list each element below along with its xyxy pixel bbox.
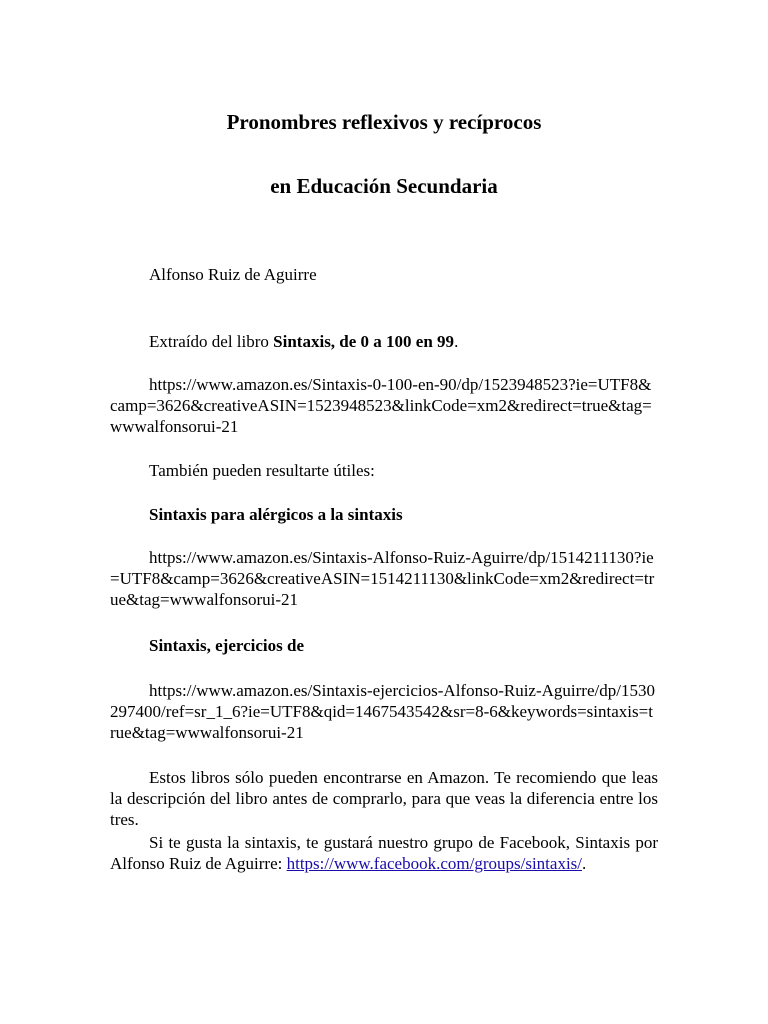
title-line-2: en Educación Secundaria xyxy=(270,174,498,198)
book-title-2-text: Sintaxis para alérgicos a la sintaxis xyxy=(149,505,403,524)
title-line-1: Pronombres reflexivos y recíprocos xyxy=(226,110,542,134)
facebook-group-link[interactable]: https://www.facebook.com/groups/sintaxis/ xyxy=(286,854,583,873)
facebook-paragraph-text: Si te gusta la sintaxis, te gustará nuestro grupo de Facebook, Sintaxis por Alfonso Ruiz de Aguirre: xyxy=(110,833,658,873)
book-title-3 xyxy=(110,635,658,656)
also-useful-text: También pueden resultarte útiles: xyxy=(149,461,375,480)
extract-suffix: . xyxy=(454,332,459,351)
availability-paragraph: Estos libros sólo pueden encontrarse en Amazon. Te recomiendo que leas la descripción del libro antes de comprarlo, para que veas la diferencia entre los tres. xyxy=(110,768,658,829)
extract-prefix: Extraído del libro xyxy=(149,332,274,351)
book-title-2 xyxy=(110,504,658,525)
amazon-url-1: https://www.amazon.es/Sintaxis-0-100-en-90/dp/1523948523?ie=UTF8&camp=3626&creativeASIN=1523948523&linkCode=xm2&redirect=true&tag=wwwalfonsorui-21 xyxy=(110,375,652,436)
amazon-url-2: https://www.amazon.es/Sintaxis-Alfonso-Ruiz-Aguirre/dp/1514211130?ie=UTF8&camp=3626&creativeASIN=1514211130&linkCode=xm2&redirect=true&tag=wwwalfonsorui-21 xyxy=(110,548,655,609)
facebook-paragraph-end: . xyxy=(582,854,587,873)
author-name: Alfonso Ruiz de Aguirre xyxy=(149,265,317,284)
facebook-paragraph xyxy=(110,832,658,874)
amazon-url-3: https://www.amazon.es/Sintaxis-ejercicios-Alfonso-Ruiz-Aguirre/dp/1530297400/ref=sr_1_6?ie=UTF8&qid=1467543542&sr=8-6&keywords=sintaxis=true&tag=wwwalfonsorui-21 xyxy=(110,681,655,742)
book-title-1: Sintaxis, de 0 a 100 en 99 xyxy=(273,332,455,351)
extract-line xyxy=(110,331,658,352)
book-title-3-text: Sintaxis, ejercicios de xyxy=(149,636,305,655)
